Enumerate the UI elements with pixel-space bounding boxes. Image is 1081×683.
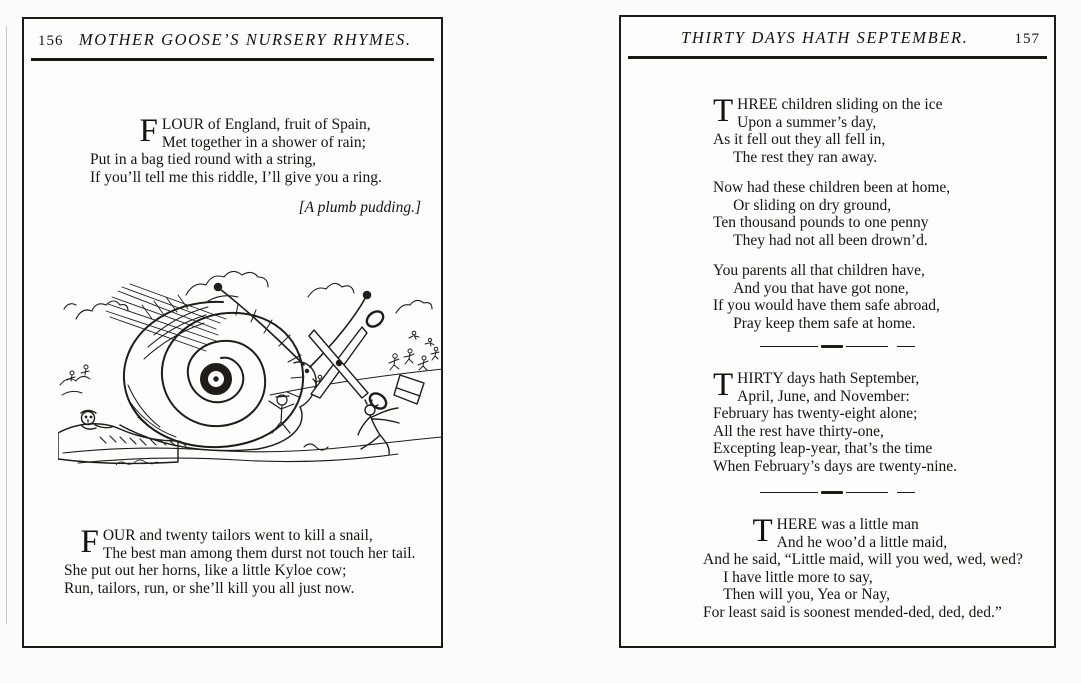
poem-line: For least said is soonest mended-ded, ded, ded.”	[703, 603, 1002, 621]
stanza-divider	[743, 491, 933, 494]
snail-eye	[306, 370, 309, 373]
dropcap-initial: T	[752, 513, 773, 549]
dropcap-initial: F	[80, 524, 99, 560]
page-number-left: 156	[38, 33, 64, 49]
snail-neck	[294, 362, 316, 407]
dropcap-initial: F	[139, 113, 158, 149]
header-rule	[628, 56, 1047, 59]
snail-woodcut-illustration	[58, 257, 443, 479]
dropcap-initial: T	[713, 93, 734, 129]
stanza-divider	[743, 345, 933, 348]
poem-line: LOUR of England, fruit of Spain,	[161, 116, 371, 133]
scan-page-edge-artifact	[6, 26, 7, 624]
poem-line: Pray keep them safe at home.	[733, 314, 916, 332]
poem-line: If you would have them safe abroad,	[713, 297, 940, 314]
running-head-right	[621, 17, 1054, 48]
poem-line: Ten thousand pounds to one penny	[713, 214, 929, 231]
stanza	[703, 513, 1054, 621]
poem-three-children-sliding	[713, 93, 1054, 332]
poem-line: Run, tailors, run, or she’ll kill you all just now.	[64, 579, 355, 597]
snail-shell-spiral	[124, 302, 303, 447]
header-rule	[31, 58, 434, 61]
poem-line: They had not all been drown’d.	[733, 231, 928, 249]
poem-thirty-days-hath-september	[713, 367, 1054, 475]
flying-hat	[394, 375, 424, 404]
poem-line: HREE children sliding on the ice	[737, 96, 943, 113]
poem-line: The rest they ran away.	[733, 148, 878, 166]
poem-line: Then will you, Yea or Nay,	[723, 586, 891, 603]
poem-line: The best man among them durst not touch her tail.	[102, 544, 416, 562]
poem-line: And he said, “Little maid, will you wed, wed, wed?	[703, 551, 1023, 568]
poem-line: When February’s days are twenty-nine.	[713, 457, 958, 475]
poem-line: And you that have got none,	[733, 279, 909, 297]
poem-there-was-a-little-man	[703, 513, 1054, 621]
poem-line: HERE was a little man	[776, 516, 919, 533]
poem-line: Now had these children been at home,	[713, 179, 951, 196]
page-156	[22, 17, 443, 648]
stanza	[713, 262, 1054, 332]
page-number-right: 157	[1014, 31, 1040, 47]
running-title-right: THIRTY DAYS HATH SEPTEMBER.	[681, 28, 969, 47]
poem-flour-of-england	[90, 113, 441, 186]
running-title-left: MOTHER GOOSE’S NURSERY RHYMES.	[78, 30, 412, 49]
poem-line: Met together in a shower of rain;	[161, 133, 366, 151]
poem-line: Or sliding on dry ground,	[733, 196, 892, 214]
snail-woodcut-svg	[58, 257, 443, 479]
poem-line: I have little more to say,	[723, 568, 873, 586]
motion-streaks	[106, 284, 226, 351]
stanza	[90, 113, 441, 186]
poem-line: You parents all that children have,	[713, 262, 925, 279]
stanza	[713, 93, 1054, 166]
page-157	[619, 15, 1056, 648]
poem-line: February has twenty-eight alone;	[713, 405, 918, 422]
poem-line: If you’ll tell me this riddle, I’ll give you a ring.	[90, 168, 382, 186]
dropcap-initial: T	[713, 367, 734, 403]
poem-line: OUR and twenty tailors went to kill a snail,	[102, 527, 373, 544]
poem-line: April, June, and November:	[737, 387, 910, 405]
poem-four-and-twenty-tailors	[64, 524, 441, 597]
poem-line: Excepting leap-year, that’s the time	[713, 440, 933, 457]
poem-line: Upon a summer’s day,	[737, 113, 877, 131]
riddle-answer: [A plumb pudding.]	[298, 199, 421, 216]
twig-figures-left	[60, 365, 90, 395]
stanza	[713, 179, 1054, 249]
poem-line: As it fell out they all fell in,	[713, 131, 886, 148]
poem-line: She put out her horns, like a little Kyloe cow;	[64, 562, 347, 579]
poem-line: And he woo’d a little maid,	[776, 533, 948, 551]
poem-line: HIRTY days hath September,	[737, 370, 920, 387]
poem-line: All the rest have thirty-one,	[713, 422, 884, 440]
stanza	[713, 367, 1054, 475]
shell-shading	[128, 304, 304, 443]
stanza	[64, 524, 441, 597]
running-head-left	[24, 19, 441, 50]
poem-line: Put in a bag tied round with a string,	[90, 151, 317, 168]
